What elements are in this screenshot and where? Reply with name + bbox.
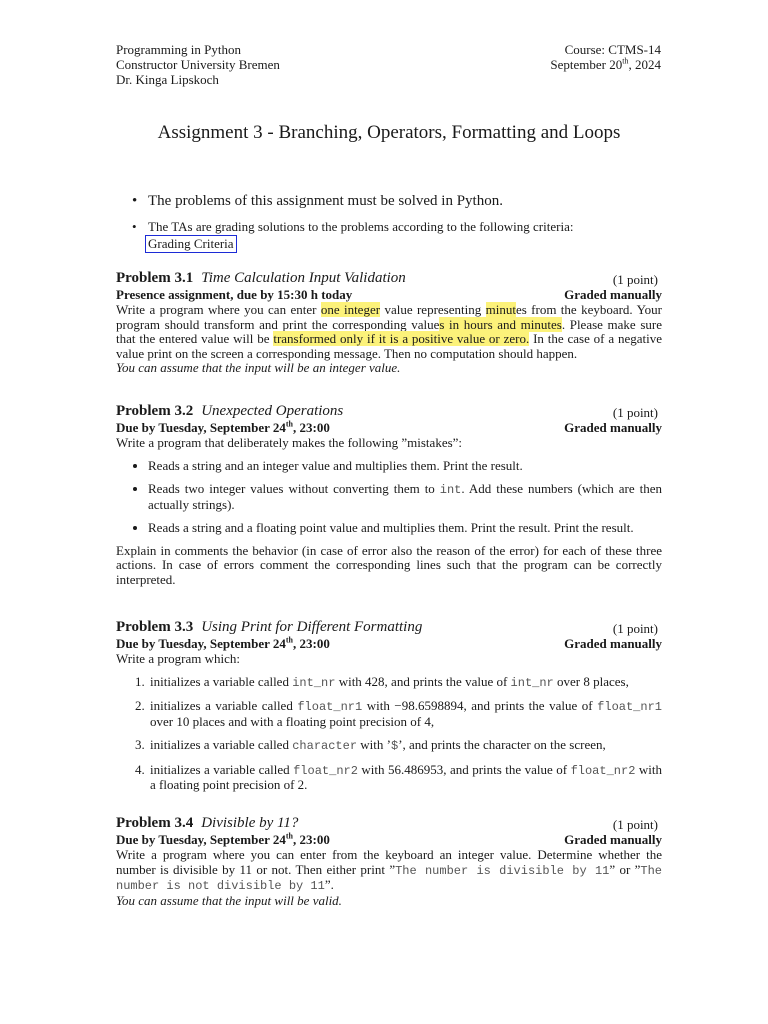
problem-3-3 bbox=[116, 620, 662, 802]
list-item: 3. initializes a variable called character with ’$’, and prints the character on the screen, bbox=[148, 738, 662, 754]
points: (1 point) bbox=[612, 621, 658, 636]
course-name: Programming in Python bbox=[116, 42, 241, 57]
due-line: Due by Tuesday, September 24th, 23:00 Graded manually bbox=[116, 419, 662, 435]
intro-bullet-2: • The TAs are grading solutions to the problems according to the following criteria: Grading Criteria bbox=[132, 219, 574, 251]
problem-note: You can assume that the input will be an integer value. bbox=[116, 360, 401, 375]
due-line: Due by Tuesday, September 24th, 23:00 Graded manually bbox=[116, 831, 662, 847]
header-right bbox=[550, 42, 661, 72]
bullet-dot: • bbox=[132, 193, 138, 209]
list-item: • Reads a string and an integer value and multiplies them. Print the result. bbox=[148, 459, 662, 474]
assignment-title: Assignment 3 - Branching, Operators, Formatting and Loops bbox=[157, 122, 621, 143]
list-item: • Reads a string and a floating point value and multiplies them. Print the result. Print the result. bbox=[148, 521, 662, 536]
university: Constructor University Bremen bbox=[116, 57, 280, 72]
course-code: Course: CTMS-14 bbox=[564, 42, 661, 57]
highlight: transformed only if it is a positive value or zero. bbox=[273, 331, 530, 346]
problem-intro: Write a program which: bbox=[116, 651, 241, 666]
highlight: s in hours and minutes bbox=[439, 316, 562, 332]
problem-intro: Write a program that deliberately makes the following ”mistakes”: bbox=[116, 435, 463, 450]
problem-3-1 bbox=[116, 271, 662, 376]
header-left bbox=[116, 42, 280, 87]
problem-3-2 bbox=[116, 404, 662, 587]
problem-heading: Problem 3.1 Time Calculation Input Validation (1 point) bbox=[116, 270, 658, 287]
list-item: 1. initializes a variable called int_nr with 428, and prints the value of int_nr over 8 places, bbox=[148, 675, 662, 691]
grading-criteria-link[interactable]: Grading Criteria bbox=[145, 235, 237, 253]
highlight: one integer bbox=[320, 302, 381, 317]
due-line: Due by Tuesday, September 24th, 23:00 Graded manually bbox=[116, 635, 662, 651]
date: September 20th, 2024 bbox=[550, 56, 661, 72]
problem-description: Write a program where you can enter from the keyboard an integer value. Determine whether the number is divisible by 11 or not. Then either print ”The number is divisible by 11” or ”The number is not divisible by 11”. bbox=[116, 847, 662, 893]
problem-description: Write a program where you can enter one integer value representing minutes from the keyboard. Your program should transform and print the corresponding values in hours and minutes. Please make sure that the entered value will be transformed only if it is a positive value or zero. In the case of a negative value print on the screen a corresponding message. Then no computation should happen. bbox=[116, 302, 663, 361]
list-item: • Reads two integer values without converting them to int. Add these numbers (which are then actually strings). bbox=[148, 482, 662, 512]
problem-outro: Explain in comments the behavior (in case of error also the reason of the error) for each of these three actions. In case of errors comment the corresponding lines such that the program can be correctly interpreted. bbox=[116, 542, 662, 587]
points: (1 point) bbox=[612, 272, 658, 287]
problem-heading: Problem 3.2 Unexpected Operations (1 point) bbox=[116, 403, 658, 420]
bullet-dot: • bbox=[132, 219, 137, 234]
problem-heading: Problem 3.3 Using Print for Different Formatting (1 point) bbox=[116, 619, 658, 636]
formatting-list bbox=[116, 675, 662, 793]
instructor: Dr. Kinga Lipskoch bbox=[116, 72, 219, 87]
due-line: Presence assignment, due by 15:30 h today Graded manually bbox=[116, 287, 662, 302]
highlight: minut bbox=[485, 302, 516, 317]
problem-3-4 bbox=[116, 816, 662, 908]
mistakes-list bbox=[116, 459, 662, 536]
intro-bullet-1: • The problems of this assignment must be solved in Python. bbox=[132, 193, 503, 209]
list-item: 4. initializes a variable called float_nr2 with 56.486953, and prints the value of float_nr2 with a floating point precision of 2. bbox=[148, 763, 662, 793]
list-item: 2. initializes a variable called float_nr1 with −98.6598894, and prints the value of float_nr1 over 10 places and with a floating point precision of 4, bbox=[148, 699, 662, 729]
problem-note: You can assume that the input will be valid. bbox=[116, 892, 342, 908]
points: (1 point) bbox=[612, 405, 658, 420]
points: (1 point) bbox=[612, 817, 658, 832]
problem-heading: Problem 3.4 Divisible by 11? (1 point) bbox=[116, 815, 658, 832]
